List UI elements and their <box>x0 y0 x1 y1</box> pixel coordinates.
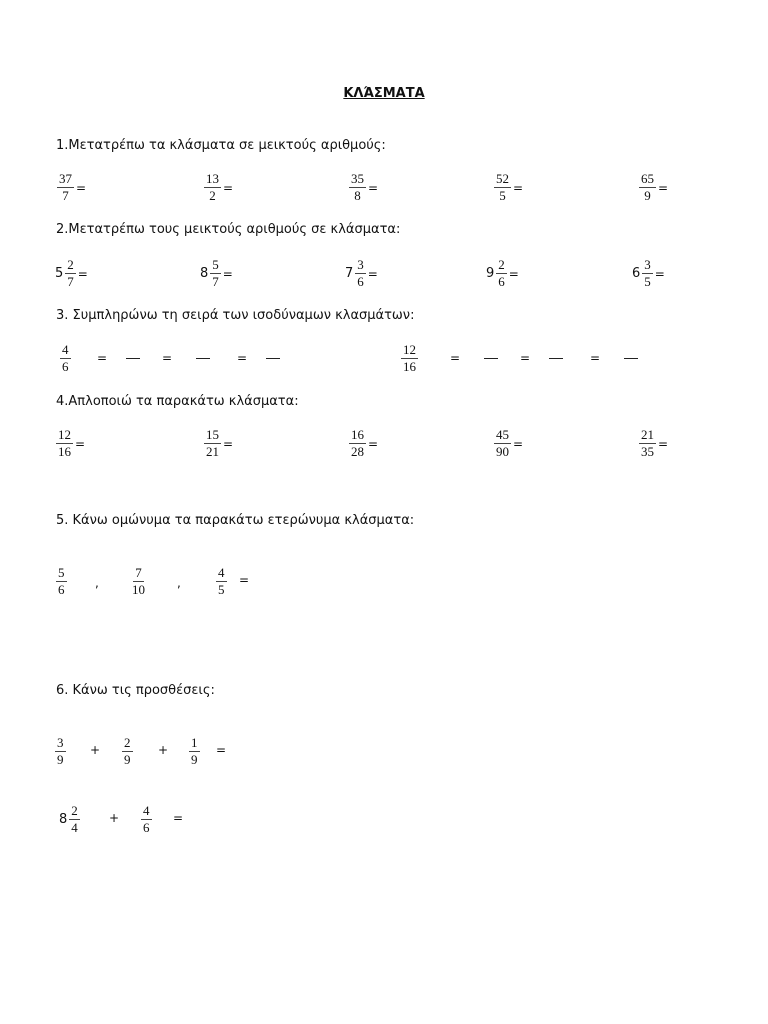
s1-item-3: $\frac{35}{8}$ = <box>351 171 379 203</box>
equals-sign: = <box>239 573 250 587</box>
section-3-heading: 3. Συμπληρώνω τη σειρά των ισοδύναμων κλασμάτων: <box>56 308 415 323</box>
equals-sign: = <box>237 351 248 365</box>
s4-item-1: $\frac{12}{16}$ = <box>58 427 86 459</box>
fraction: $\frac{3}{5}$ <box>644 257 651 289</box>
equals-sign: = <box>97 351 108 365</box>
fraction: $\frac{35}{8}$ <box>351 171 364 203</box>
section-1-heading: 1.Μετατρέπω τα κλάσματα σε μεικτούς αριθμούς: <box>56 138 386 153</box>
fraction: $\frac{16}{28}$ <box>351 427 364 459</box>
section-5-heading: 5. Κάνω ομώνυμα τα παρακάτω ετερώνυμα κλάσματα: <box>56 513 415 528</box>
s1-item-2: $\frac{13}{2}$ = <box>206 171 234 203</box>
blank-line <box>196 358 210 359</box>
fraction: $\frac{52}{5}$ <box>496 171 509 203</box>
fraction: $\frac{13}{2}$ <box>206 171 219 203</box>
section-6-heading: 6. Κάνω τις προσθέσεις: <box>56 683 215 698</box>
s4-item-2: $\frac{15}{21}$ = <box>206 427 234 459</box>
blank-line <box>624 358 638 359</box>
s1-item-1: $\frac{37}{7}$ = <box>59 171 87 203</box>
equals-sign: = <box>216 743 227 757</box>
s2-item-4: 9 $\frac{2}{6}$ = <box>486 257 519 289</box>
s5-fraction-1: $\frac{5}{6}$ <box>58 565 65 597</box>
s3-left-fraction: $\frac{4}{6}$ <box>62 342 69 374</box>
fraction: $\frac{5}{7}$ <box>212 257 219 289</box>
s4-item-4: $\frac{45}{90}$ = <box>496 427 524 459</box>
s3-right-fraction: $\frac{12}{16}$ <box>403 342 416 374</box>
fraction: $\frac{2}{7}$ <box>67 257 74 289</box>
s6-row1-fraction-2: $\frac{2}{9}$ <box>124 735 131 767</box>
fraction: $\frac{12}{16}$ <box>58 427 71 459</box>
s5-fraction-2: $\frac{7}{10}$ <box>132 565 145 597</box>
equals-sign: = <box>590 351 601 365</box>
fraction: $\frac{3}{6}$ <box>357 257 364 289</box>
section-2-heading: 2.Μετατρέπω τους μεικτούς αριθμούς σε κλάσματα: <box>56 222 401 237</box>
s6-row2-mixed: 8 $\frac{2}{4}$ <box>59 803 78 835</box>
fraction: $\frac{65}{9}$ <box>641 171 654 203</box>
s4-item-3: $\frac{16}{28}$ = <box>351 427 379 459</box>
s4-item-5: $\frac{21}{35}$ = <box>641 427 669 459</box>
blank-line <box>126 358 140 359</box>
equals-sign: = <box>520 351 531 365</box>
fraction: $\frac{2}{6}$ <box>498 257 505 289</box>
s6-row2-fraction: $\frac{4}{6}$ <box>143 803 150 835</box>
blank-line <box>549 358 563 359</box>
s2-item-5: 6 $\frac{3}{5}$ = <box>632 257 665 289</box>
plus-sign: + <box>109 811 120 825</box>
blank-line <box>266 358 280 359</box>
s5-fraction-3: $\frac{4}{5}$ <box>218 565 225 597</box>
plus-sign: + <box>90 743 101 757</box>
equals-sign: = <box>173 811 184 825</box>
comma: , <box>177 576 181 590</box>
blank-line <box>484 358 498 359</box>
s6-row1-fraction-3: $\frac{1}{9}$ <box>191 735 198 767</box>
fraction: $\frac{37}{7}$ <box>59 171 72 203</box>
fraction: $\frac{21}{35}$ <box>641 427 654 459</box>
s2-item-3: 7 $\frac{3}{6}$ = <box>345 257 378 289</box>
s1-item-5: $\frac{65}{9}$ = <box>641 171 669 203</box>
s2-item-2: 8 $\frac{5}{7}$ = <box>200 257 233 289</box>
section-4-heading: 4.Απλοποιώ τα παρακάτω κλάσματα: <box>56 394 299 409</box>
comma: , <box>95 576 99 590</box>
s1-item-4: $\frac{52}{5}$ = <box>496 171 524 203</box>
equals-sign: = <box>162 351 173 365</box>
fraction: $\frac{15}{21}$ <box>206 427 219 459</box>
page-title: ΚΛΆΣΜΑΤΑ <box>343 86 425 101</box>
s6-row1-fraction-1: $\frac{3}{9}$ <box>57 735 64 767</box>
s2-item-1: 5 $\frac{2}{7}$ = <box>55 257 88 289</box>
equals-sign: = <box>450 351 461 365</box>
plus-sign: + <box>158 743 169 757</box>
fraction: $\frac{45}{90}$ <box>496 427 509 459</box>
